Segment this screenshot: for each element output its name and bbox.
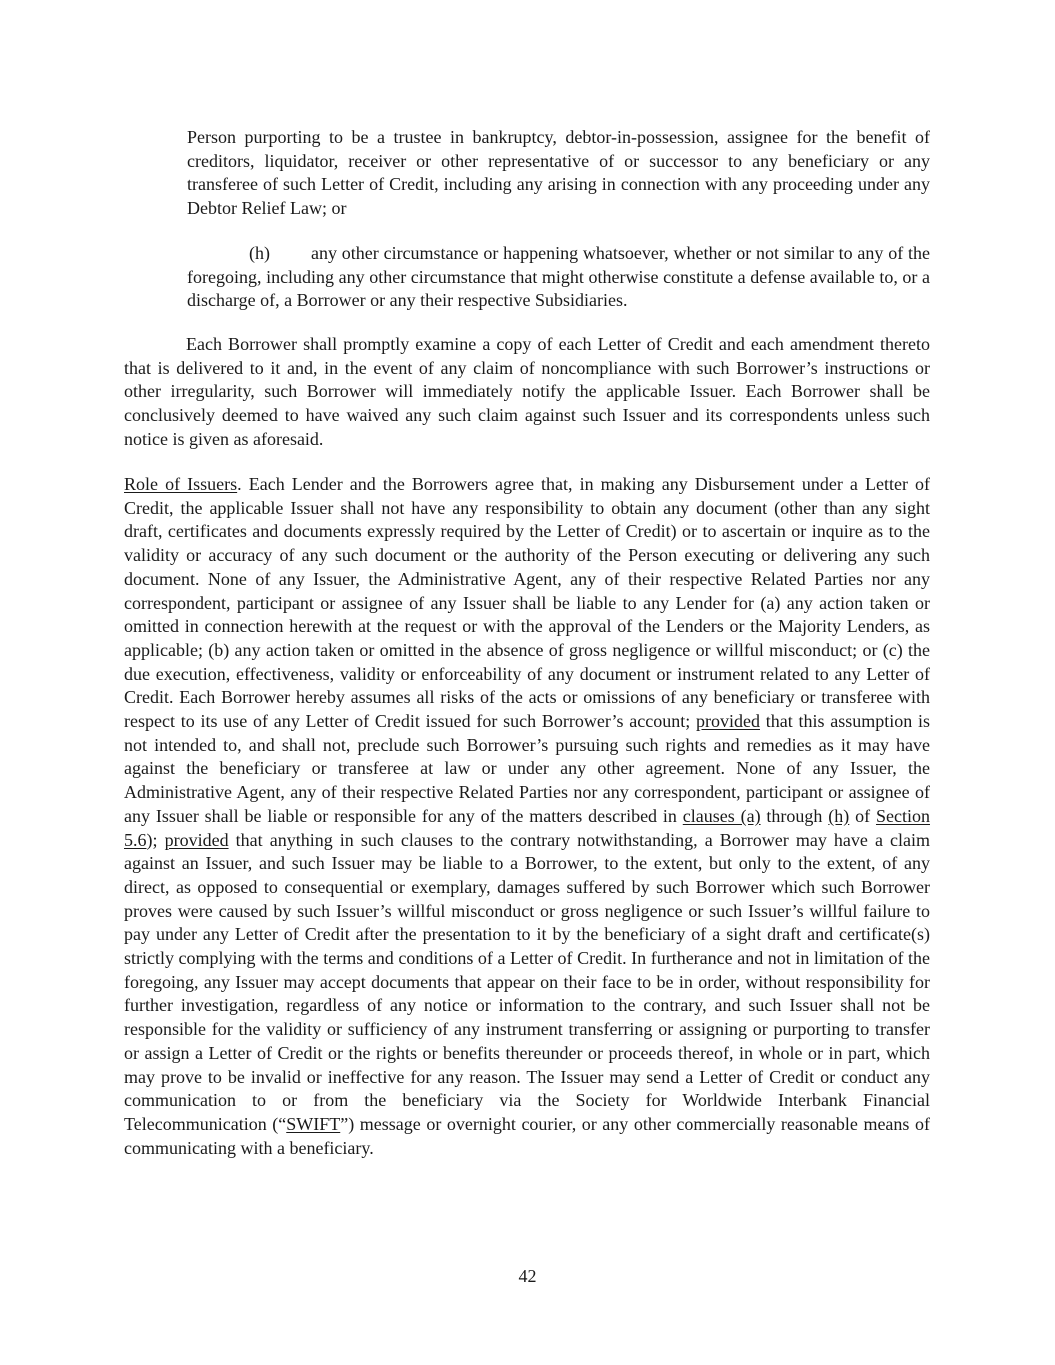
role-of-issuers-text: . Each Lender and the Borrowers agree that, in making any Disbursement under a Letter of Credit, the applicable Issuer shall not have any responsibility to obtain any document (other than any sight draft, certificates and documents expressly required by the Letter of Credit) or to ascertain or inquire as to the validity or accuracy of any such document or the authority of the Person executing or delivering any such document. None of any Issuer, the Administrative Agent, any of their respective Related Parties nor any correspondent, participant or assignee of any Issuer shall be liable to any Lender for (a) any action taken or omitted in connection herewith at the request or with the approval of the Lenders or the Majority Lenders, as applicable; (b) any action taken or omitted in the absence of gross negligence or willful misconduct; or (c) the due execution, effectiveness, validity or enforceability of any document or instrument related to any Letter of Credit. Each Borrower hereby assumes all risks of the acts or omissions of any beneficiary or transferee with respect to its use of any Letter of Credit issued for such Borrower’s account; bbox=[124, 474, 931, 732]
paragraph-g-continuation: Person purporting to be a trustee in bankruptcy, debtor-in-possession, assignee for the benefit of creditors, liquidator, receiver or other representative of or successor to any beneficiary or any transferee of such Letter of Credit, including any arising in connection with any proceeding under any Debtor Relief Law; or bbox=[187, 127, 930, 219]
clause-h-text: any other circumstance or happening whatsoever, whether or not similar to any of the foregoing, including any other circumstance that might otherwise constitute a defense available to, or a discharge of, a Borrower or any their respective Subsidiaries. bbox=[187, 243, 930, 311]
section-reference: Section 5.6 bbox=[124, 805, 930, 850]
role-of-issuers-text: ”) message or overnight courier, or any other commercially reasonable means of communicating with a beneficiary. bbox=[124, 1113, 930, 1158]
swift-term: SWIFT bbox=[286, 1113, 341, 1134]
provided-term: provided bbox=[164, 829, 229, 850]
role-of-issuers-text: ); bbox=[146, 829, 165, 850]
role-of-issuers-heading: Role of Issuers bbox=[124, 474, 238, 494]
borrower-examine-paragraph: Each Borrower shall promptly examine a copy of each Letter of Credit and each amendment thereto that is delivered to it and, in the event of any claim of noncompliance with such Borrower’s instructions or other irregularity, such Borrower will immediately notify the applicable Issuer. Each Borrower shall be conclusively deemed to have waived any such claim against such Issuer and its correspondents unless such notice is given as aforesaid. bbox=[124, 334, 930, 449]
clause-h-label: (h) bbox=[249, 243, 270, 263]
role-of-issuers-text: of bbox=[849, 805, 876, 826]
role-of-issuers-paragraph bbox=[124, 473, 930, 1160]
clauses-a-reference: clauses (a) bbox=[682, 805, 761, 826]
role-of-issuers-text: that this assumption is not intended to, and shall not, preclude such Borrower’s pursuing such rights and remedies as it may have against the beneficiary or transferee at law or under any other agreement. None of any Issuer, the Administrative Agent, any of their respective Related Parties nor any correspondent, participant or assignee of any Issuer shall be liable or responsible for any of the matters described in bbox=[124, 711, 930, 826]
clause-h-paragraph bbox=[187, 242, 930, 313]
clause-h-reference: (h) bbox=[828, 805, 850, 826]
provided-term: provided bbox=[696, 711, 760, 732]
role-of-issuers-text: that anything in such clauses to the contrary notwithstanding, a Borrower may have a claim against an Issuer, and such Issuer may be liable to a Borrower, to the extent, but only to the extent, of any direct, as opposed to consequential or exemplary, damages suffered by such Borrower which such Borrower proves were caused by such Issuer’s willful misconduct or gross negligence or such Issuer’s willful failure to pay under any Letter of Credit after the presentation to it by the beneficiary of a sight draft and certificate(s) strictly complying with the terms and conditions of a Letter of Credit. In furtherance and not in limitation of the foregoing, any Issuer may accept documents that appear on their face to be in order, without responsibility for further investigation, regardless of any notice or information to the contrary, and such Issuer shall not be responsible for the validity or sufficiency of any instrument transferring or assigning or purporting to transfer or assign a Letter of Credit or the rights or benefits thereunder or proceeds thereof, in whole or in part, which may prove to be invalid or ineffective for any reason. The Issuer may send a Letter of Credit or conduct any communication to or from the beneficiary via the Society for Worldwide Interbank Financial Telecommunication (“ bbox=[124, 829, 930, 1134]
role-of-issuers-text: through bbox=[760, 805, 829, 826]
page-number: 42 bbox=[518, 1266, 537, 1286]
